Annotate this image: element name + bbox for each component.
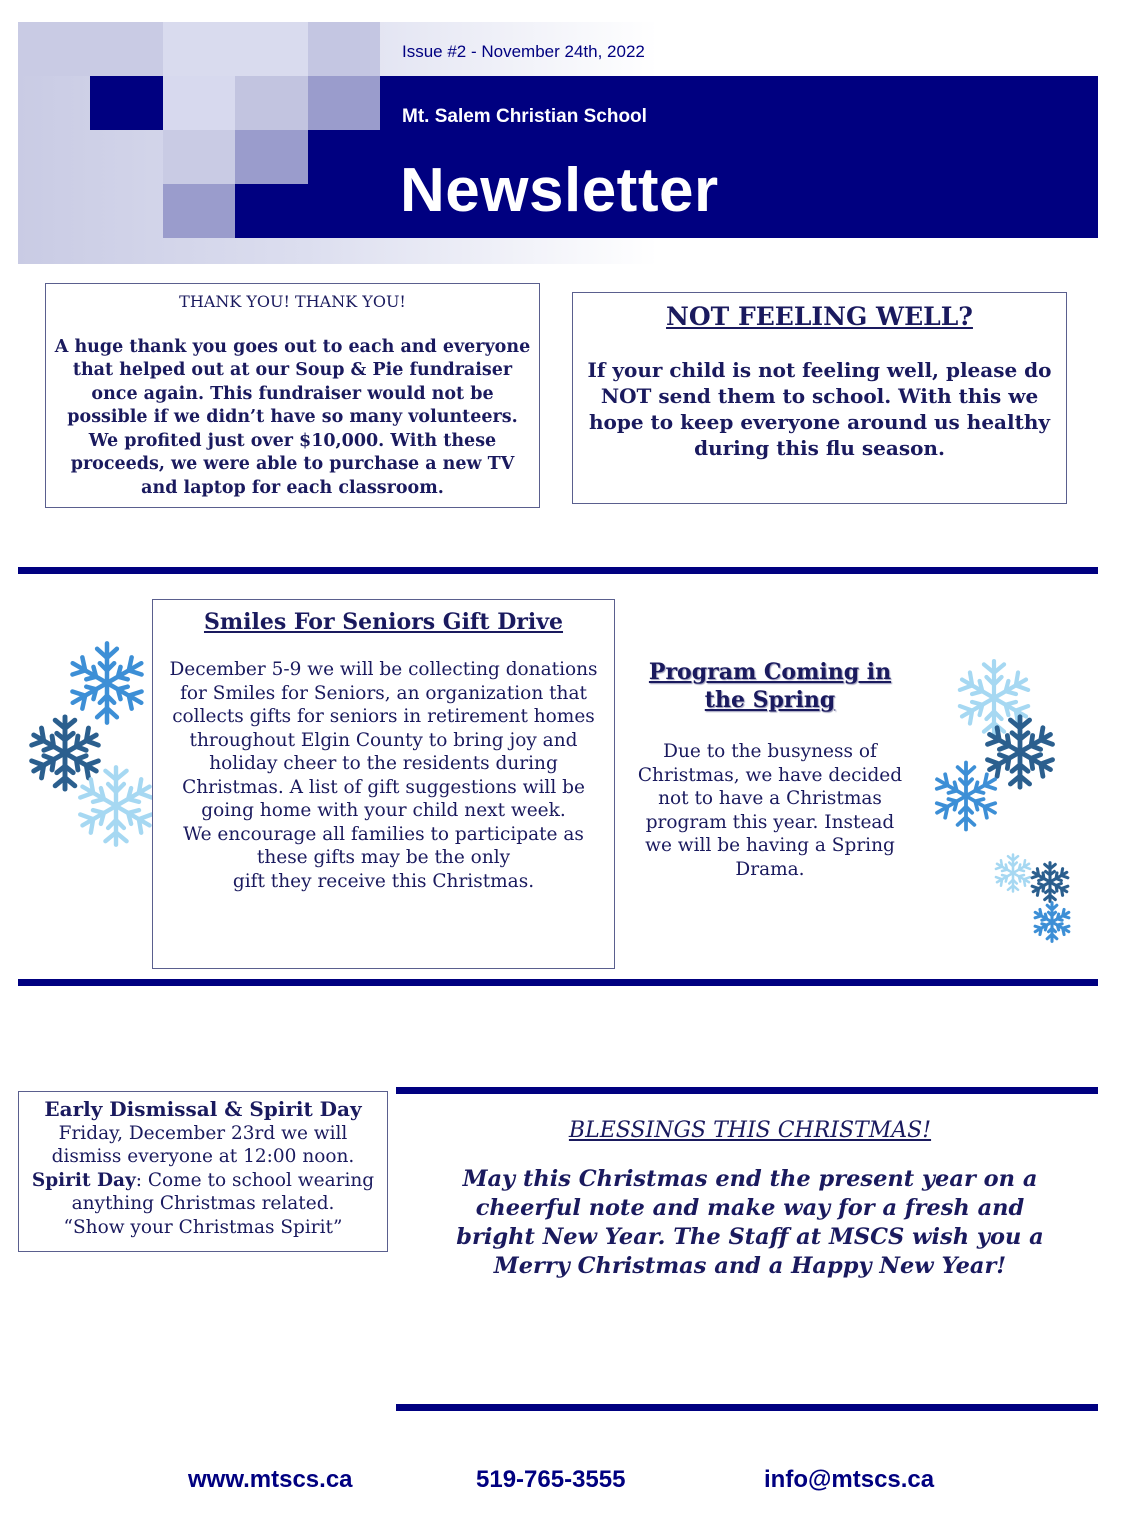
header-square <box>235 184 308 238</box>
gift-drive-body: December 5-9 we will be collecting donations for Smiles for Seniors, an organization that collects gifts for seniors in retirement homes throughout Elgin County to bring joy and holiday cheer to the residents during Christmas. A list of gift suggestions will be going home with your child next week. <box>169 659 598 821</box>
blessings-bottom-rule <box>396 1404 1098 1411</box>
not-feeling-well-box <box>572 292 1067 504</box>
blessings-body: May this Christmas end the present year on a cheerful note and make way for a fresh and bright New Year. The Staff at MSCS wish you a Merry Christmas and a Happy New Year! <box>456 1166 1044 1279</box>
snowflake-icon <box>72 760 160 852</box>
spirit-day-label: Spirit Day <box>31 1169 136 1191</box>
gift-drive-box <box>152 599 615 969</box>
dismissal-line: Friday, December 23rd we will dismiss everyone at 12:00 noon. <box>51 1122 355 1167</box>
blessings-top-rule <box>396 1087 1098 1094</box>
school-name: Mt. Salem Christian School <box>402 106 647 127</box>
not-feeling-well-body: If your child is not feeling well, please do NOT send them to school. With this we hope to keep everyone around us healthy during this flu season. <box>587 358 1052 460</box>
header-square <box>163 130 235 184</box>
header-square <box>235 130 308 184</box>
not-feeling-well-heading: NOT FEELING WELL? <box>666 302 973 331</box>
blessings-section <box>440 1118 1060 1281</box>
snowflake-icon <box>1028 860 1072 904</box>
header-square <box>308 76 380 130</box>
blessings-heading: BLESSINGS THIS CHRISTMAS! <box>568 1118 932 1143</box>
phone-number[interactable]: 519-765-3555 <box>476 1466 626 1493</box>
snowflake-icon <box>1030 900 1074 944</box>
header-square <box>163 22 308 76</box>
header-square <box>235 76 308 130</box>
header-square <box>90 76 163 130</box>
thank-you-body: A huge thank you goes out to each and everyone that helped out at our Soup & Pie fundraiser once again. This fundraiser would not be possible if we didn’t have so many volunteers. We profited just over $10,000. With these proceeds, we were able to purchase a new TV and laptop for each classroom. <box>54 336 531 498</box>
dismissal-heading: Early Dismissal & Spirit Day <box>44 1097 362 1121</box>
header-square <box>308 22 380 76</box>
spirit-day-text: : Come to school wearing anything Christmas related. <box>71 1169 375 1214</box>
gift-drive-body-3: gift they receive this Christmas. <box>232 870 535 892</box>
spirit-day-line <box>25 1169 381 1216</box>
header-square <box>18 22 163 76</box>
header-square <box>163 76 235 130</box>
program-heading: Program Coming in the Spring <box>648 659 892 713</box>
thank-you-heading: THANK YOU! THANK YOU! <box>179 292 406 311</box>
section-divider <box>18 979 1098 986</box>
issue-date: Issue #2 - November 24th, 2022 <box>402 42 645 61</box>
dismissal-box <box>18 1091 388 1252</box>
website-link[interactable]: www.mtscs.ca <box>188 1466 353 1493</box>
header-square <box>163 184 235 238</box>
snowflake-icon <box>928 754 1004 838</box>
email-link[interactable]: info@mtscs.ca <box>764 1466 935 1493</box>
gift-drive-body-2: We encourage all families to participate as these gifts may be the only <box>183 823 584 868</box>
program-section <box>630 658 910 881</box>
section-divider <box>18 567 1098 574</box>
header-square <box>308 130 380 238</box>
program-body: Due to the busyness of Christmas, we have decided not to have a Christmas program this year. Instead we will be having a Spring Drama. <box>637 741 903 880</box>
spirit-quote: “Show your Christmas Spirit” <box>63 1216 343 1238</box>
newsletter-title: Newsletter <box>400 156 719 225</box>
thank-you-box <box>45 283 540 508</box>
gift-drive-heading: Smiles For Seniors Gift Drive <box>203 609 564 635</box>
